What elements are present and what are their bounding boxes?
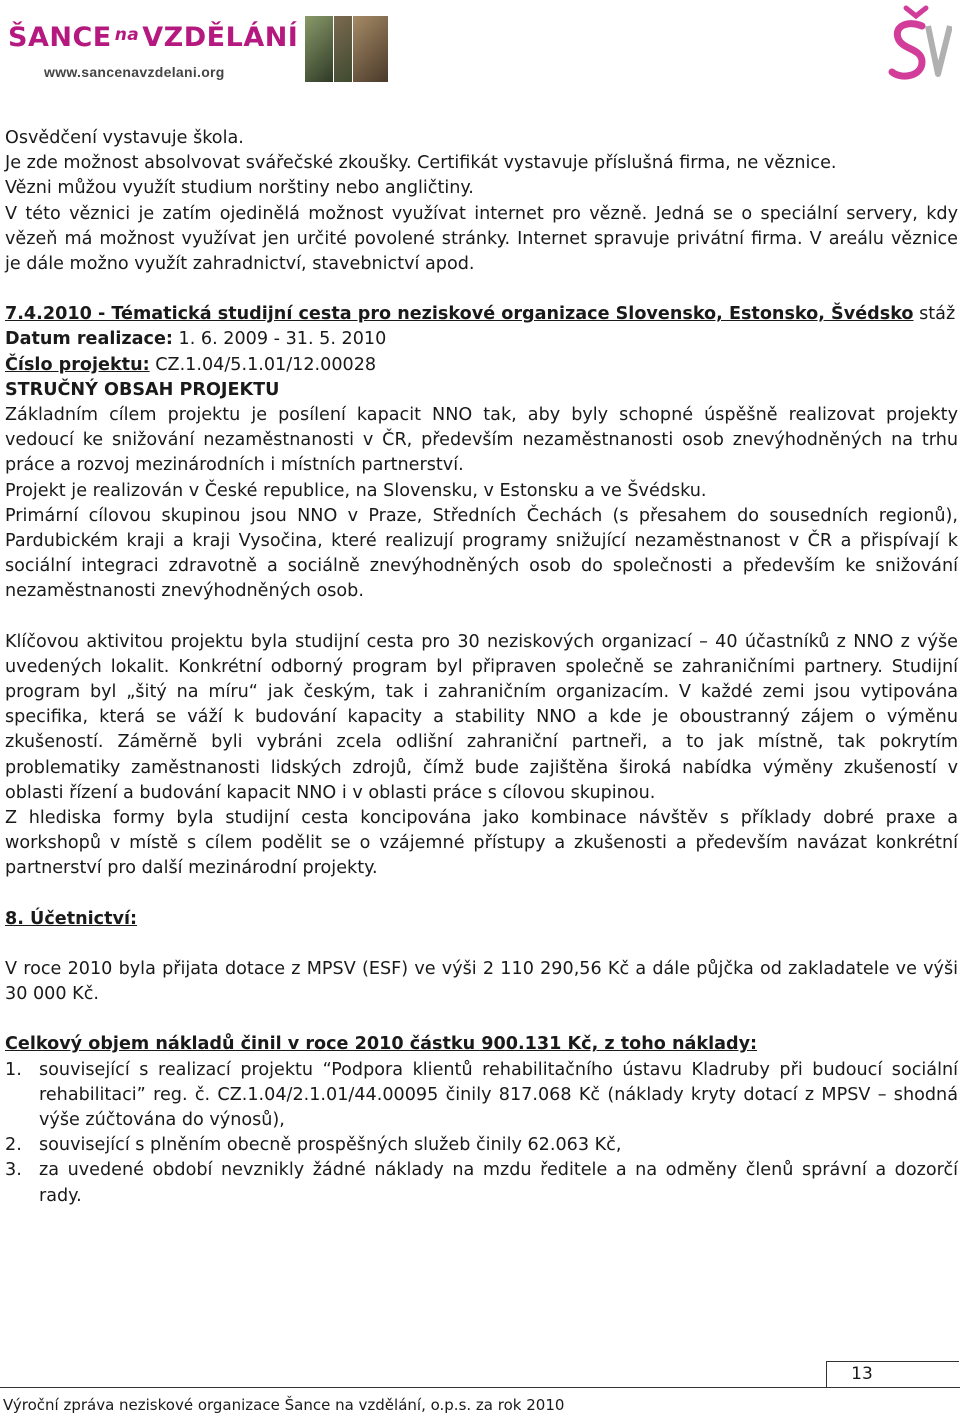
page-number: 13 <box>851 1364 873 1384</box>
intro-line: Osvědčení vystavuje škola. <box>5 128 244 148</box>
project-paragraph: Základním cílem projektu je posílení kapacit NNO tak, aby byly schopné úspěšně realizovat projekty vedoucí ke snižování nezaměstnanosti v ČR, především nezaměstnanosti osob znevýhodněných na trhu práce a rozvoj mezinárodních i místních partnerství. <box>5 405 958 476</box>
project-heading-line <box>5 302 958 327</box>
list-item-text: související s plněním obecně prospěšných služeb činily 62.063 Kč, <box>39 1135 622 1156</box>
costs-list <box>5 1058 958 1209</box>
footer-text: Výroční zpráva neziskové organizace Šance na vzdělání, o.p.s. za rok 2010 <box>3 1396 565 1414</box>
date-value: 1. 6. 2009 - 31. 5. 2010 <box>172 329 387 350</box>
header-photo <box>353 16 388 82</box>
number-value: CZ.1.04/5.1.01/12.00028 <box>149 354 377 375</box>
list-item-text: za uvedené období nevznikly žádné náklady na mzdu ředitele a na odměny členů správní a dozorčí rady. <box>39 1160 958 1206</box>
logo-wordmark <box>8 22 298 53</box>
project-heading-suffix: stáž <box>913 304 956 325</box>
list-item <box>5 1058 958 1134</box>
intro-line: Vězni můžou využít studium norštiny nebo angličtiny. <box>5 178 474 199</box>
intro-paragraph: V této věznici je zatím ojedinělá možnost využívat internet pro vězně. Jedná se o speciální servery, kdy vězeň má možnost využívat jen určité povolené stránky. Internet spravuje privátní firma. V areálu věznice je dále možno využít zahradnictví, stavebnictví apod. <box>5 203 958 275</box>
project-number <box>5 353 958 378</box>
page-body <box>5 126 958 1209</box>
project-heading: 7.4.2010 - Tématická studijní cesta pro neziskové organizace Slovensko, Estonsko, Švédsko <box>5 304 914 325</box>
accounting-heading: 8. Účetnictví: <box>5 908 138 929</box>
logo-word-na: na <box>114 25 140 45</box>
page-header <box>0 0 960 95</box>
number-label: Číslo projektu: <box>5 354 150 375</box>
intro-line: Je zde možnost absolvovat svářečské zkoušky. Certifikát vystavuje příslušná firma, ne věznice. <box>5 153 837 174</box>
logo-word-sance: ŠANCE <box>8 22 112 53</box>
sv-monogram-logo <box>888 4 952 86</box>
project-date <box>5 327 958 352</box>
header-photo <box>334 16 352 82</box>
summary-heading: STRUČNÝ OBSAH PROJEKTU <box>5 379 280 400</box>
costs-heading: Celkový objem nákladů činil v roce 2010 částku 900.131 Kč, z toho náklady: <box>5 1034 758 1055</box>
list-item <box>5 1133 958 1158</box>
logo-url: www.sancenavzdelani.org <box>44 64 225 80</box>
footer-divider <box>0 1387 960 1388</box>
list-item-number: 3. <box>5 1160 22 1181</box>
list-item <box>5 1158 958 1208</box>
date-label: Datum realizace: <box>5 329 173 350</box>
project-paragraph: Primární cílovou skupinou jsou NNO v Praze, Středních Čechách (s přesahem do sousedních regionů), Pardubickém kraji a kraji Vysočina, které realizují programy snižující nezaměstnanost v ČR a přispívají k sociální integraci zdravotně a sociálně znevýhodněných osob do společnosti a především ke snižování nezaměstnanosti znevýhodněných osob. <box>5 505 958 602</box>
list-item-text: související s realizací projektu “Podpora klientů rehabilitačního ústavu Kladruby při budoucí sociální rehabilitaci” reg. č. CZ.1.04/2.1.01/44.00095 činily 817.068 Kč (náklady kryty dotací z MPSV – shodná výše zúčtována do výnosů), <box>39 1059 958 1130</box>
list-item-number: 1. <box>5 1059 22 1080</box>
list-item-number: 2. <box>5 1135 22 1156</box>
project-paragraph: Klíčovou aktivitou projektu byla studijní cesta pro 30 neziskových organizací – 40 účastníků z NNO z výše uvedených lokalit. Konkrétní odborný program byl připraven společně se zahraničními partnery. Studijní program byl „šitý na míru“ jak českým, tak i zahraničním organizacím. V každé zemi jsou vytipována specifika, která se váží k budování kapacity a stability NNO a kde je oboustranný zájem o výměnu zkušeností. Záměrně byli vybráni zcela odlišní zahraniční partneři, a to jak místně, tak pokrytím problematiky zaměstnanosti lidských zdrojů, čímž bude zajištěna široká nabídka výměny zkušeností v oblasti řízení a budování kapacit NNO i v oblasti práce s cílovou skupinou. <box>5 631 958 803</box>
accounting-text: V roce 2010 byla přijata dotace z MPSV (ESF) ve výši 2 110 290,56 Kč a dále půjčka od zakladatele ve výši 30 000 Kč. <box>5 958 958 1005</box>
header-photo <box>305 16 333 82</box>
project-paragraph: Z hlediska formy byla studijní cesta koncipována jako kombinace návštěv s příklady dobré praxe a workshopů v místě s cílem podělit se o vzájemné přístupy a zkušenosti a především navázat konkrétní partnerství pro další mezinárodní projekty. <box>5 808 958 879</box>
logo-word-vzdelani: VZDĚLÁNÍ <box>142 22 299 53</box>
project-paragraph: Projekt je realizován v České republice, na Slovensku, v Estonsku a ve Švédsku. <box>5 480 707 501</box>
